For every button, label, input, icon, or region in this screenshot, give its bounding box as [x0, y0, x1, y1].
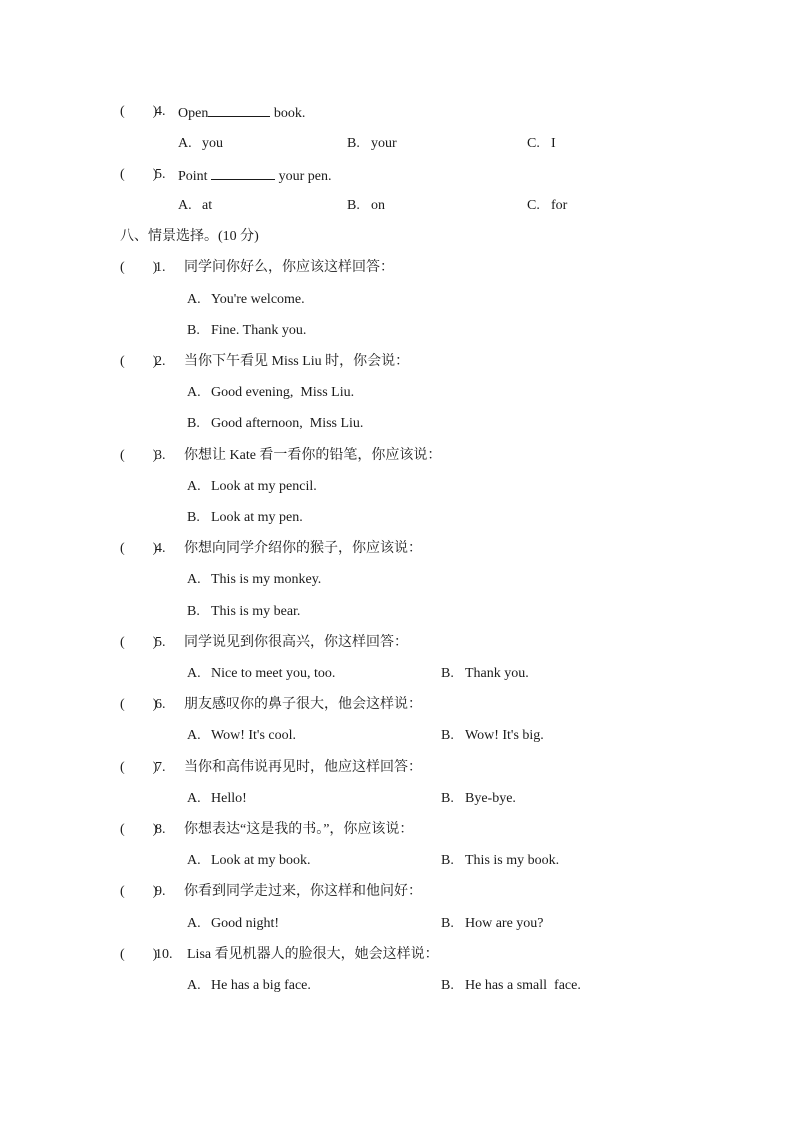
question-number: 6. [155, 697, 166, 712]
option-b[interactable] [441, 726, 544, 746]
option-text: Look at my pencil. [211, 479, 317, 494]
question-text-before: Open [178, 106, 209, 121]
option-a[interactable] [178, 134, 223, 154]
question-number: 5. [155, 167, 166, 182]
option-b[interactable] [441, 851, 559, 871]
question-number: 9. [155, 884, 166, 899]
option-text: Good afternoon, Miss Liu. [211, 416, 364, 431]
option-label: A. [187, 385, 201, 400]
option-text: This is my book. [465, 853, 560, 868]
answer-paren[interactable]: ( ) [120, 541, 158, 556]
option-label: B. [187, 604, 200, 619]
option-text: Bye-bye. [465, 791, 516, 806]
option-label: A. [178, 198, 192, 213]
question-text [178, 102, 305, 124]
option-a[interactable] [187, 726, 296, 746]
option-c[interactable] [527, 134, 556, 154]
option-text: This is my bear. [211, 604, 301, 619]
option-label: A. [187, 853, 201, 868]
question-text: 同学问你好么，你应该这样回答： [184, 260, 394, 275]
option-label: B. [187, 323, 200, 338]
answer-paren[interactable]: ( ) [120, 260, 158, 275]
option-label: B. [441, 916, 454, 931]
option-text: This is my monkey. [211, 572, 322, 587]
option-b[interactable] [441, 664, 529, 684]
option-label: B. [187, 510, 200, 525]
question-text: 当你和高伟说再见时，他应这样回答： [184, 760, 422, 775]
question-number: 4. [155, 104, 166, 119]
option-label: A. [187, 292, 201, 307]
option-label: B. [441, 666, 454, 681]
question-text [178, 165, 331, 187]
question-text: 你想表达“这是我的书。”，你应该说： [184, 822, 414, 837]
option-text: Good night! [211, 916, 280, 931]
option-text: Wow! It's big. [465, 728, 544, 743]
option-text: He has a big face. [211, 978, 311, 993]
option-label: A. [187, 479, 201, 494]
option-b[interactable] [347, 134, 397, 154]
question-text: 同学说见到你很高兴，你这样回答： [184, 635, 408, 650]
option-label: B. [347, 198, 360, 213]
question-text: 当你下午看见 Miss Liu 时，你会说： [184, 354, 410, 369]
question-number: 4. [155, 541, 166, 556]
fill-blank[interactable] [211, 165, 275, 180]
option-a[interactable] [187, 976, 311, 996]
question-text: 你想让 Kate 看一看你的铅笔，你应该说： [184, 448, 442, 463]
question-text-before: Point [178, 169, 212, 184]
option-a[interactable] [187, 914, 279, 934]
question-text-after: book. [270, 106, 306, 121]
answer-paren[interactable]: ( ) [120, 822, 158, 837]
option-c[interactable] [527, 196, 567, 216]
answer-paren[interactable]: ( ) [120, 697, 158, 712]
option-text: Look at my pen. [211, 510, 303, 525]
option-label: B. [187, 416, 200, 431]
answer-paren[interactable]: ( ) [120, 760, 158, 775]
option-b[interactable] [187, 602, 300, 622]
option-label: A. [187, 666, 201, 681]
option-a[interactable] [187, 570, 321, 590]
option-text: You're welcome. [211, 292, 305, 307]
option-text: How are you? [465, 916, 544, 931]
option-label: B. [441, 728, 454, 743]
option-text: Fine. Thank you. [211, 323, 307, 338]
option-text: your [371, 136, 397, 151]
answer-paren[interactable]: ( ) [120, 947, 158, 962]
question-text-after: your pen. [275, 169, 332, 184]
answer-paren[interactable]: ( ) [120, 884, 158, 899]
option-label: A. [187, 978, 201, 993]
option-text: Nice to meet you, too. [211, 666, 336, 681]
answer-paren[interactable]: ( ) [120, 635, 158, 650]
option-text: Thank you. [465, 666, 529, 681]
option-label: B. [441, 791, 454, 806]
question-number: 8. [155, 822, 166, 837]
question-number: 3. [155, 448, 166, 463]
option-b[interactable] [187, 508, 303, 528]
option-text: Hello! [211, 791, 247, 806]
option-b[interactable] [347, 196, 385, 216]
option-label: A. [187, 916, 201, 931]
option-label: A. [187, 728, 201, 743]
section-heading: 八、情景选择。(10 分) [120, 229, 259, 244]
option-a[interactable] [187, 851, 311, 871]
option-text: Wow! It's cool. [211, 728, 296, 743]
option-label: B. [441, 978, 454, 993]
option-label: B. [441, 853, 454, 868]
option-label: A. [187, 791, 201, 806]
option-label: C. [527, 198, 540, 213]
option-b[interactable] [441, 976, 581, 996]
answer-paren[interactable]: ( ) [120, 104, 158, 119]
option-a[interactable] [178, 196, 212, 216]
option-a[interactable] [187, 383, 354, 403]
option-b[interactable] [187, 414, 363, 434]
option-text: at [202, 198, 213, 213]
option-text: Good evening, Miss Liu. [211, 385, 355, 400]
answer-paren[interactable]: ( ) [120, 448, 158, 463]
question-number: 10. [155, 947, 173, 962]
option-text: I [551, 136, 556, 151]
answer-paren[interactable]: ( ) [120, 167, 158, 182]
option-text: you [202, 136, 223, 151]
question-text: 你看到同学走过来，你这样和他问好： [184, 884, 422, 899]
question-text: 你想向同学介绍你的猴子，你应该说： [184, 541, 422, 556]
option-a[interactable] [187, 290, 305, 310]
question-text: 朋友感叹你的鼻子很大，他会这样说： [184, 697, 422, 712]
option-label: A. [187, 572, 201, 587]
question-number: 5. [155, 635, 166, 650]
fill-blank[interactable] [208, 102, 270, 117]
option-label: C. [527, 136, 540, 151]
option-text: He has a small face. [465, 978, 581, 993]
question-number: 2. [155, 354, 166, 369]
question-text: Lisa 看见机器人的脸很大，她会这样说： [187, 947, 439, 962]
option-a[interactable] [187, 664, 335, 684]
question-number: 1. [155, 260, 166, 275]
option-label: A. [178, 136, 192, 151]
option-text: Look at my book. [211, 853, 311, 868]
option-a[interactable] [187, 477, 317, 497]
option-text: on [371, 198, 385, 213]
option-b[interactable] [187, 321, 306, 341]
option-b[interactable] [441, 914, 544, 934]
option-label: B. [347, 136, 360, 151]
answer-paren[interactable]: ( ) [120, 354, 158, 369]
option-b[interactable] [441, 789, 516, 809]
question-number: 7. [155, 760, 166, 775]
option-a[interactable] [187, 789, 247, 809]
option-text: for [551, 198, 568, 213]
